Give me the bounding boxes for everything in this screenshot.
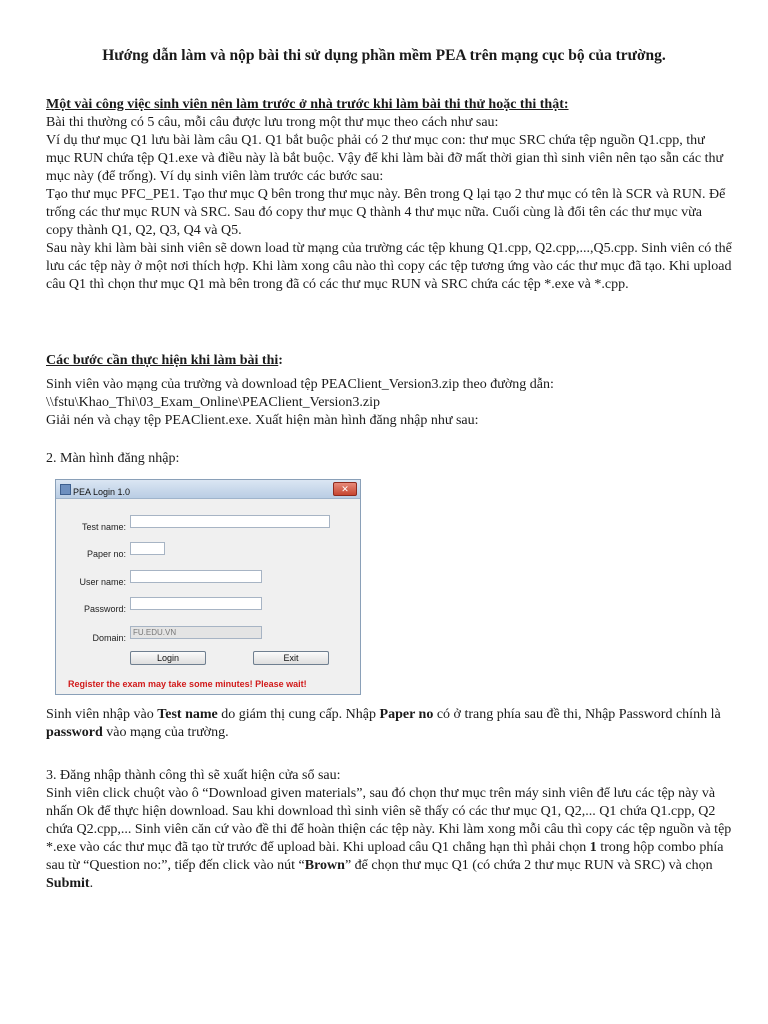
pea-login-dialog [55, 479, 361, 695]
user-name-input[interactable] [130, 570, 262, 583]
text-run: Sinh viên click chuột vào ô “Download given materials”, sau đó chọn thư mục trên máy sinh viên để lưu các tệp này và nhấn Ok để thực hiện download. Sau khi download thì sinh viên sẽ thấy có các thư mục Q1, Q2,... Q1 chứa Q1.cpp, Q2 chứa Q2.cpp,... Sinh viên căn cứ vào đề thi để hoàn thiện các tệp này. Khi làm xong mỗi câu thì copy các tệp nguồn và tệp *.exe vào các thư mục đã tạo từ trước để upload bài. Khi upload câu Q1 chẳng hạn thì phải chọn [46, 786, 732, 855]
login-instructions [46, 706, 732, 742]
text-run: trong hộp combo phía sau từ “Question no:”, tiếp đến click vào nút “ [46, 840, 724, 873]
document-title: Hướng dẫn làm và nộp bài thi sử dụng phần mềm PEA trên mạng cục bộ của trường. [102, 47, 666, 64]
register-warning: Register the exam may take some minutes! Please wait! [68, 679, 307, 689]
paper-no-term: Paper no [379, 707, 434, 722]
section-heading-colon: : [278, 353, 283, 368]
text-run: . [89, 876, 94, 891]
step-2-label: 2. Màn hình đăng nhập: [46, 451, 180, 466]
app-icon [60, 484, 71, 495]
section-heading-preparation: Một vài công việc sinh viên nên làm trước ở nhà trước khi làm bài thi thử hoặc thi thật: [46, 97, 569, 112]
section-heading-text: Các bước cần thực hiện khi làm bài thi [46, 353, 279, 368]
paragraph: Tạo thư mục PFC_PE1. Tạo thư mục Q bên trong thư mục này. Bên trong Q lại tạo 2 thư mục có tên là SCR và RUN. Để trống các thư mục RUN và SRC. Sau đó copy thư mục Q thành 4 thư mục nữa. Cuối cùng là đổi tên các thư mục vừa copy thành Q1, Q2, Q3, Q4 và Q5. [46, 187, 726, 238]
password-label: Password: [83, 604, 126, 614]
step-3-label: 3. Đăng nhập thành công thì sẽ xuất hiện cửa sổ sau: [46, 768, 341, 783]
password-input[interactable] [130, 597, 262, 610]
paper-no-label: Paper no: [86, 549, 126, 559]
paragraph: Sau này khi làm bài sinh viên sẽ down load từ mạng của trường các tệp khung Q1.cpp, Q2.cpp,...,Q5.cpp. Sinh viên có thể lưu các tệp này ở một nơi thích hợp. Khi làm xong câu nào thì copy các tệp tương ứng vào các thư mục đã tạo. Khi upload câu Q1 thì chọn thư mục Q1 mà bên trong đã có các thư mục RUN và SRC chứa các tệp *.exe và *.cpp. [46, 241, 732, 292]
paragraph [46, 785, 732, 893]
text-run: vào mạng của trường. [102, 725, 229, 740]
test-name-input[interactable] [130, 515, 330, 528]
brown-button-term: Brown [304, 858, 345, 873]
dialog-titlebar [56, 480, 360, 499]
password-term: password [46, 725, 103, 740]
section-heading-exam-steps [46, 352, 732, 370]
submit-term: Submit [46, 876, 90, 891]
login-button[interactable]: Login [130, 651, 206, 665]
domain-input: FU.EDU.VN [130, 626, 262, 639]
close-icon[interactable]: ✕ [333, 482, 357, 496]
question-number-term: 1 [589, 840, 597, 855]
text-run: Sinh viên nhập vào [46, 707, 158, 722]
test-name-term: Test name [157, 707, 218, 722]
user-name-label: User name: [79, 577, 126, 587]
exit-button[interactable]: Exit [253, 651, 329, 665]
paragraph [46, 706, 732, 742]
text-run: ” để chọn thư mục Q1 (có chứa 2 thư mục RUN và SRC) và chọn [344, 858, 713, 873]
paper-no-input[interactable] [130, 542, 165, 555]
text-run: có ở trang phía sau đề thi, Nhập Password chính là [433, 707, 721, 722]
section-preparation [46, 96, 732, 294]
paragraph: Giải nén và chạy tệp PEAClient.exe. Xuất hiện màn hình đăng nhập như sau: [46, 413, 479, 428]
text-run: do giám thị cung cấp. Nhập [217, 707, 380, 722]
section-after-login [46, 767, 732, 893]
paragraph: Ví dụ thư mục Q1 lưu bài làm câu Q1. Q1 bắt buộc phải có 2 thư mục con: thư mục SRC chứa tệp nguồn Q1.cpp, thư mục RUN chứa tệp Q1.exe và điều này là bắt buộc. Vậy để khi làm bài đỡ mất thời gian thì sinh viên nên tạo sẵn các thư mục này (để trống). Ví dụ sinh viên làm trước các bước sau: [46, 133, 724, 184]
paragraph: Bài thi thường có 5 câu, mỗi câu được lưu trong một thư mục theo cách như sau: [46, 115, 499, 130]
dialog-title: PEA Login 1.0 [73, 487, 131, 497]
domain-label: Domain: [92, 633, 126, 643]
test-name-label: Test name: [81, 522, 126, 532]
paragraph: Sinh viên vào mạng của trường và download tệp PEAClient_Version3.zip theo đường dẫn: \\fstu\Khao_Thi\03_Exam_Online\PEAClient_Version3.zip [46, 377, 554, 410]
section-exam-steps [46, 352, 732, 468]
